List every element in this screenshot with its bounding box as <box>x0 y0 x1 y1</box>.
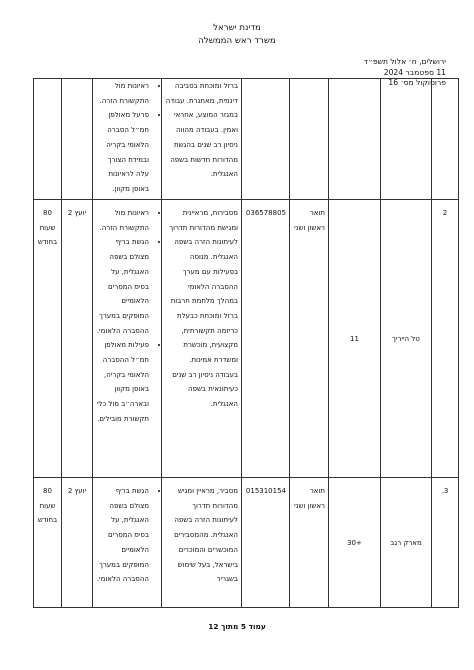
candidate-score: 11 <box>329 200 381 478</box>
meta-date-gregorian: 11 ספטמבר 2024 <box>383 67 446 77</box>
document-header <box>0 22 474 48</box>
candidates-table <box>33 78 459 608</box>
table-row <box>34 478 459 608</box>
candidate-experience: מסבירות, מראיינית ומגישת מהדורות תדרוך לעיתונות הזרה בשפה האנגלית. מנוסה בפעילות עם מערך ההסברה הלאומי במהלך מלחמת חרבות ברזל ומוכחת כבעלת כריזמה תקשורתית, מקצועית, מוכשרת ומשדרת אמינות. בעבודה ניסיון רב שנים כעיתונאית בשפה האנגלית. <box>162 200 242 478</box>
row-number: 3. <box>432 478 459 608</box>
header-line-1: מדינת ישראל <box>213 23 261 33</box>
candidate-experience: ברזל ומוכחת בסביבה דינמית, מאתגרת. עבודה במגזר המוצע, אחראי ואמין. בעבודה מהווה ניסיון רב שנים בהגשת מהדורות חדשות בשפה האנגלית. <box>162 79 242 200</box>
candidate-score: +30 <box>329 478 381 608</box>
candidate-duties <box>93 79 162 200</box>
candidate-duties <box>93 478 162 608</box>
candidate-id: 015310154 <box>242 478 290 608</box>
candidate-duties <box>93 200 162 478</box>
duties-list <box>96 79 158 197</box>
list-item: • הגשת בריף מצולם בשפה האנגלית, על בסיס המסרים הלאומיים המופקים במערך ההסברה הלאומי. <box>96 235 149 338</box>
candidate-role: יועץ 2 <box>62 478 93 608</box>
candidate-degree: תואר ראשון ושני <box>290 478 329 608</box>
meta-date-hebrew: ירושלים, ח׳ אלול תשפ״ד <box>363 57 446 66</box>
list-item: • ראיונות מול התקשורת הזרה. <box>96 79 149 108</box>
candidate-degree: תואר ראשון ושני <box>290 200 329 478</box>
candidate-id <box>242 79 290 200</box>
candidate-hours: 80 שעות בחודש <box>34 200 62 478</box>
table-row <box>34 79 459 200</box>
list-item: • ראיונות מול התקשורת הזרה. <box>96 206 149 235</box>
table-row <box>34 200 459 478</box>
row-number: 2 <box>432 200 459 478</box>
candidate-degree <box>290 79 329 200</box>
candidate-role: יועץ 2 <box>62 200 93 478</box>
header-line-2: משרד ראש הממשלה <box>198 36 276 46</box>
duties-list <box>96 206 158 427</box>
candidate-name <box>381 79 432 200</box>
candidate-name: מארק רגב <box>381 478 432 608</box>
list-item: • פעילות מאולפן חמ״ל ההסברה הלאומי בקריה, באופן מקוון ובארה״ב מול כלי תקשורת מובילים. <box>96 338 149 426</box>
list-item: • הגשת בריף מצולם בשפה האנגלית, על בסיס המסרים הלאומיים המופקים במערך ההסברה הלאומי. <box>96 484 149 587</box>
candidate-hours: 80 שעות בחודש <box>34 478 62 608</box>
duties-list <box>96 484 158 587</box>
candidate-role <box>62 79 93 200</box>
page-footer: עמוד 5 מתוך 12 <box>208 622 266 631</box>
meta-protocol-number: פרוטוקול מס׳ 16 <box>388 78 446 87</box>
list-item: • פרעל מאולפן חמ״ל הסברה הלאומי בקריה ובמידת הצורך עלה לראיונות באופן מקוון. <box>96 108 149 196</box>
row-number <box>432 79 459 200</box>
candidate-hours <box>34 79 62 200</box>
candidate-name: טל הייריך <box>381 200 432 478</box>
candidate-experience: מסביר, מראיין ומגיש מהדורות תדרוך לעיתונות הזרה בשפה האנגלית. מהמסבירים המוכשרים והמוכרים בישראל, בעל שימוש בשגריר <box>162 478 242 608</box>
candidate-id: 036578805 <box>242 200 290 478</box>
candidate-score <box>329 79 381 200</box>
